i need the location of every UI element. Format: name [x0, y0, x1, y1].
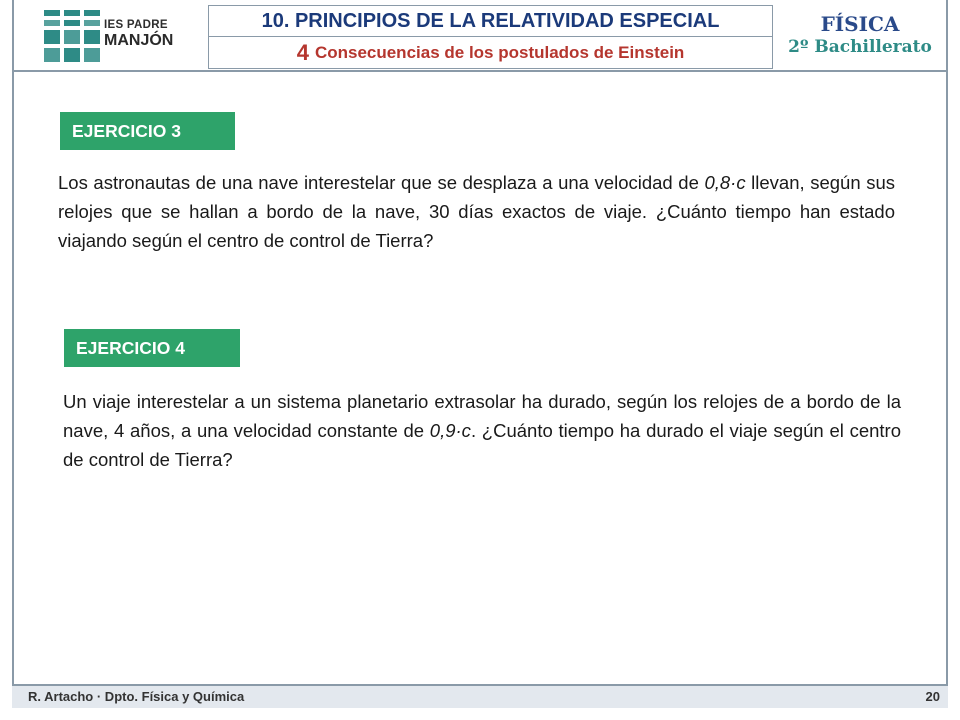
- exercise-4-label: EJERCICIO 4: [64, 329, 240, 367]
- footer-bar: [12, 684, 948, 708]
- exercise-3-label: EJERCICIO 3: [60, 112, 235, 150]
- exercise-3-text-after: llevan, según sus relojes que se hallan a bordo de la nave, 30 días exactos de viaje. ¿Cuánto tiempo han estado viajando según el centro de control de Tierra?: [58, 172, 895, 251]
- page-subtitle: [208, 37, 773, 69]
- subtitle-text: Consecuencias de los postulados de Einstein: [314, 42, 685, 62]
- header-rule: [12, 70, 948, 72]
- exercise-4-text: [63, 387, 901, 474]
- page-title: 10. PRINCIPIOS DE LA RELATIVIDAD ESPECIAL: [208, 5, 773, 37]
- logo-grid-icon: [44, 10, 100, 62]
- footer-author: R. Artacho · Dpto. Física y Química: [28, 689, 245, 704]
- subject-block: [780, 12, 940, 58]
- exercise-4-velocity: 0,9·c: [429, 420, 471, 441]
- subject-course: 2º Bachillerato: [788, 37, 932, 57]
- exercise-3-velocity: 0,8·c: [704, 172, 746, 193]
- exercise-3-text-before: Los astronautas de una nave interestelar que se desplaza a una velocidad de: [58, 172, 705, 193]
- logo-text: [104, 18, 173, 50]
- exercise-4-text-before: Un viaje interestelar a un sistema planetario extrasolar ha durado, según los relojes de a bordo de la nave, 4 años, a una velocidad constante de: [63, 391, 901, 441]
- exercise-3-text: [58, 168, 895, 255]
- subject-name: FÍSICA: [820, 12, 900, 36]
- logo-line1: IES PADRE: [104, 19, 168, 31]
- page-number: 20: [925, 689, 940, 704]
- school-logo: [44, 8, 194, 66]
- exercise-4-text-after: . ¿Cuánto tiempo ha durado el viaje según el centro de control de Tierra?: [63, 420, 902, 470]
- subtitle-number: 4: [296, 39, 309, 65]
- logo-line2: MANJÓN: [104, 32, 174, 49]
